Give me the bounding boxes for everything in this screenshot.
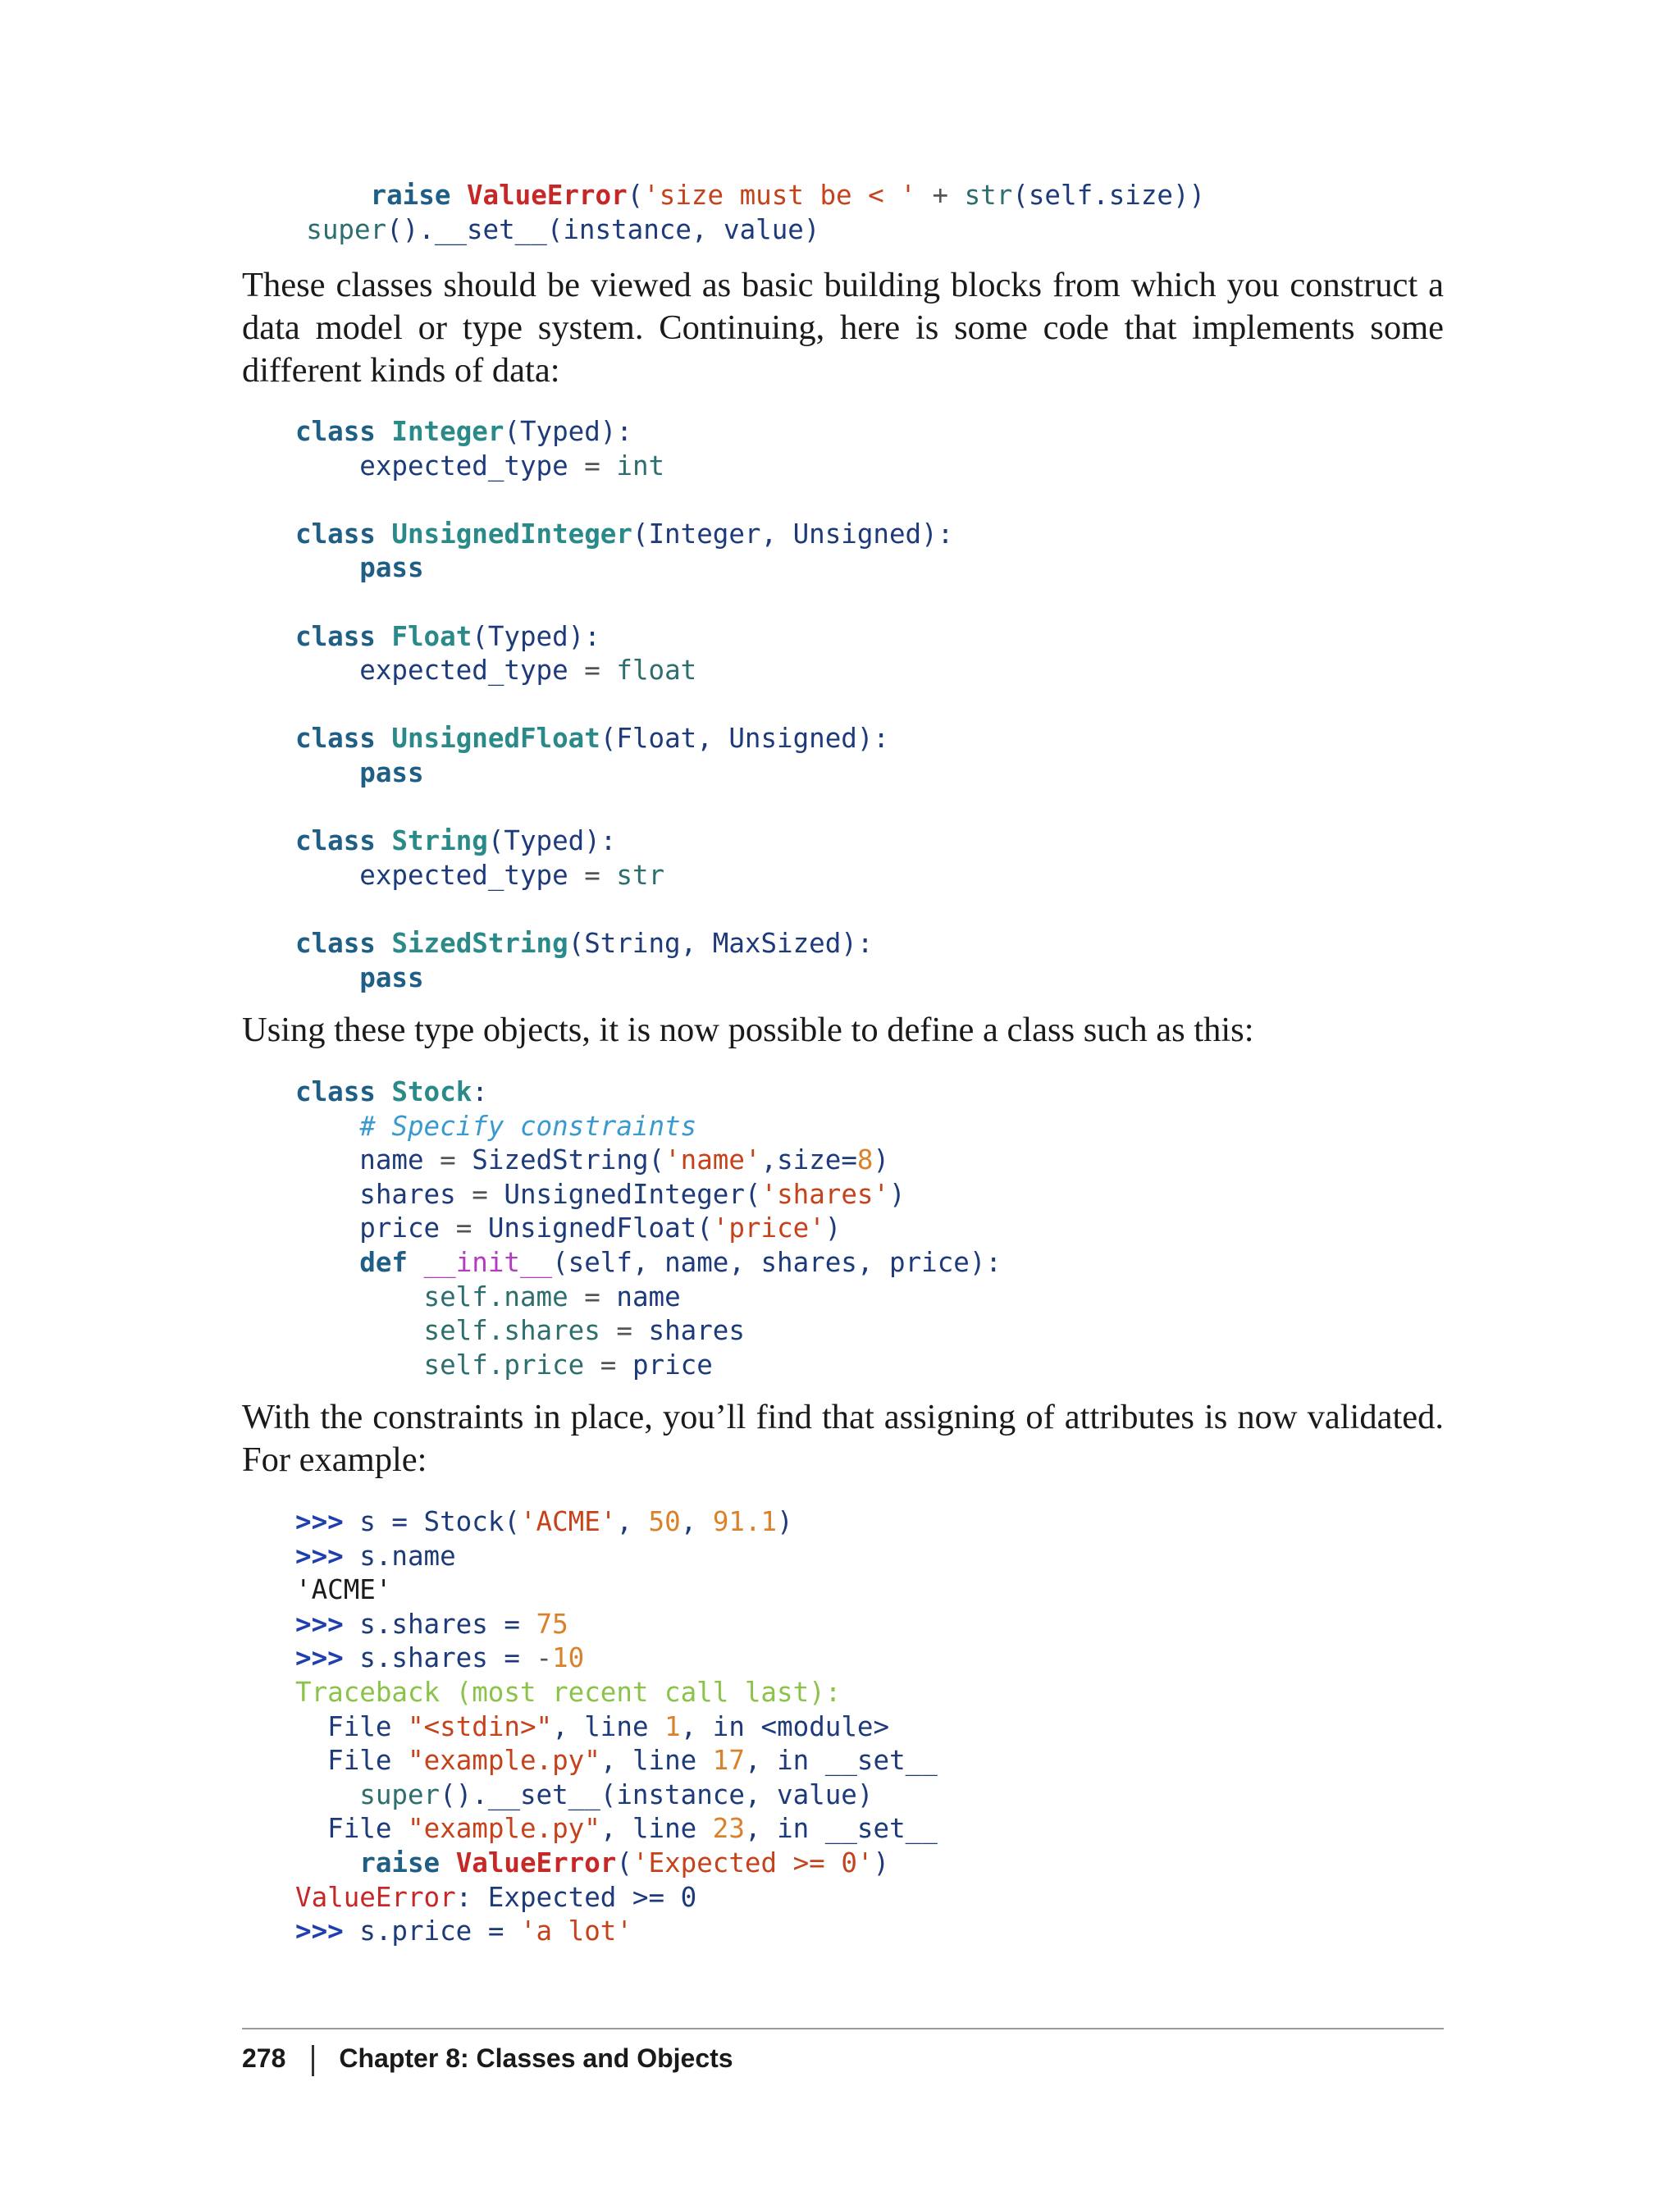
code-line: >>> s.name xyxy=(295,1540,456,1572)
code-line: File "example.py", line 17, in __set__ xyxy=(327,1745,938,1777)
code-line: # Specify constraints xyxy=(359,1110,697,1142)
chapter-title: Chapter 8: Classes and Objects xyxy=(339,2043,733,2073)
code-line: File "<stdin>", line 1, in <module> xyxy=(327,1710,890,1742)
code-line: >>> s.shares = -10 xyxy=(295,1642,585,1674)
page-number: 278 xyxy=(242,2043,286,2073)
paragraph-constraints: With the constraints in place, you’ll find that assigning of attributes is now validated. For example: xyxy=(242,1398,1444,1479)
code-line: self.shares = shares xyxy=(423,1315,745,1347)
code-line: 'ACME' xyxy=(295,1574,392,1606)
code-line: def __init__(self, name, shares, price): xyxy=(359,1246,1002,1278)
code-line-blank xyxy=(295,688,953,723)
code-block-stock-class xyxy=(295,1075,1002,1382)
code-line: raise ValueError('Expected >= 0') xyxy=(359,1847,890,1879)
code-line-blank xyxy=(295,892,953,927)
code-block-type-classes xyxy=(295,415,953,995)
code-line: >>> s.price = 'a lot' xyxy=(295,1915,632,1947)
code-block-continuation xyxy=(242,179,1205,247)
code-line: raise ValueError('size must be < ' + str(self.size)) xyxy=(370,180,1206,211)
code-line: >>> s.shares = 75 xyxy=(295,1608,568,1640)
code-line: class UnsignedInteger(Integer, Unsigned): xyxy=(295,518,954,550)
code-line: class Float(Typed): xyxy=(295,620,600,652)
code-line-blank xyxy=(295,483,953,518)
code-line: class String(Typed): xyxy=(295,825,617,857)
code-line: expected_type = float xyxy=(359,655,697,687)
code-line: price = UnsignedFloat('price') xyxy=(359,1212,842,1244)
code-block-interactive-session xyxy=(295,1505,938,1949)
code-line-blank xyxy=(295,586,953,620)
code-line: shares = UnsignedInteger('shares') xyxy=(359,1178,906,1210)
code-line: ValueError: Expected >= 0 xyxy=(295,1881,697,1913)
code-line: class Integer(Typed): xyxy=(295,416,632,447)
footer-separator xyxy=(312,2045,314,2076)
code-line: super().__set__(instance, value) xyxy=(359,1778,874,1810)
code-line: Traceback (most recent call last): xyxy=(295,1676,842,1708)
code-line: name = SizedString('name',size=8) xyxy=(359,1144,890,1176)
code-line: self.price = price xyxy=(423,1349,713,1381)
code-line: self.name = name xyxy=(423,1281,681,1312)
code-line: class SizedString(String, MaxSized): xyxy=(295,927,874,959)
code-line: File "example.py", line 23, in __set__ xyxy=(327,1813,938,1845)
code-line: class Stock: xyxy=(295,1076,488,1107)
paragraph-type-objects: Using these type objects, it is now possible to define a class such as this: xyxy=(242,1011,1254,1049)
paragraph-building-blocks: These classes should be viewed as basic building blocks from which you construct a data model or type system. Continuing, here is some code that implements some different kinds of data: xyxy=(242,266,1444,390)
code-line: expected_type = int xyxy=(359,450,665,482)
footer-divider xyxy=(242,2028,1444,2029)
code-line: super().__set__(instance, value) xyxy=(306,213,820,245)
code-line: pass xyxy=(359,756,424,788)
code-line: expected_type = str xyxy=(359,859,665,891)
page-footer xyxy=(242,2039,733,2077)
code-line: >>> s = Stock('ACME', 50, 91.1) xyxy=(295,1506,793,1537)
code-line: class UnsignedFloat(Float, Unsigned): xyxy=(295,723,889,755)
code-line-blank xyxy=(295,791,953,825)
code-line: pass xyxy=(359,961,424,993)
code-line: pass xyxy=(359,552,424,584)
